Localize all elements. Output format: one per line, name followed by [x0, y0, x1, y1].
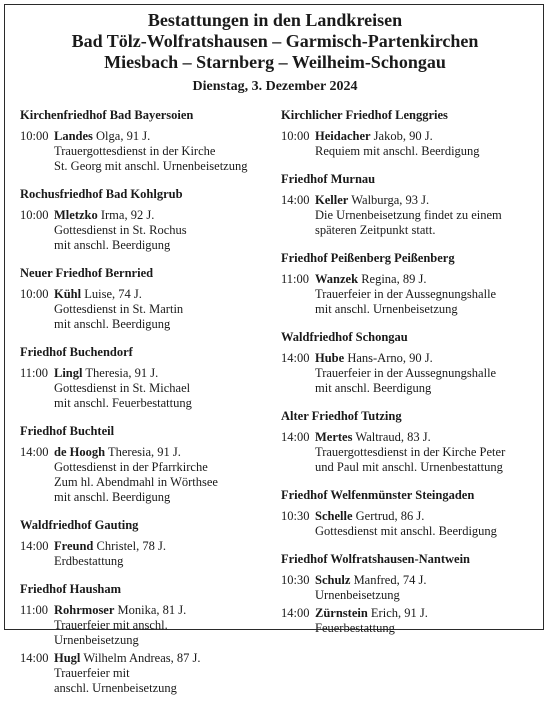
burial-entry [20, 445, 270, 505]
ceremony-note: Die Urnenbeisetzung findet zu einem späteren Zeitpunkt statt. [315, 208, 502, 237]
ceremony-note: Gottesdienst in St. Rochus mit anschl. Beerdigung [54, 223, 187, 252]
burial-entry [281, 351, 543, 396]
deceased-line [315, 606, 543, 621]
burial-time: 10:30 [281, 573, 310, 587]
deceased-line [315, 509, 543, 524]
deceased-surname: Keller [315, 193, 349, 207]
deceased-surname: de Hoogh [54, 445, 106, 459]
deceased-given-age: Theresia, 91 J. [107, 445, 181, 459]
burial-time: 14:00 [20, 539, 49, 553]
cemetery-name: Kirchenfriedhof Bad Bayersoien [20, 108, 194, 122]
burial-details [315, 129, 543, 159]
burial-entry [20, 603, 270, 648]
cemetery-section [20, 582, 270, 696]
burial-entry [20, 129, 270, 174]
deceased-given-age: Irma, 92 J. [100, 208, 155, 222]
deceased-line [315, 193, 543, 208]
burial-entry [20, 651, 270, 696]
deceased-given-age: Jakob, 90 J. [373, 129, 433, 143]
cemetery-name: Friedhof Wolfratshausen-Nantwein [281, 552, 471, 566]
headline-line-2: Bad Tölz-Wolfratshausen – Garmisch-Partenkirchen [71, 31, 479, 51]
cemetery-name: Friedhof Peißenberg Peißenberg [281, 251, 455, 265]
burial-entry [281, 193, 543, 238]
deceased-given-age: Luise, 74 J. [84, 287, 142, 301]
burial-entry [20, 366, 270, 411]
cemetery-name: Waldfriedhof Schongau [281, 330, 408, 344]
burial-details [54, 287, 270, 332]
burial-time: 14:00 [281, 351, 310, 365]
cemetery-section [281, 409, 543, 475]
deceased-line [315, 129, 543, 144]
deceased-given-age: Gertrud, 86 J. [355, 509, 425, 523]
burial-details [54, 539, 270, 569]
deceased-given-age: Walburga, 93 J. [351, 193, 430, 207]
date-line: Dienstag, 3. Dezember 2024 [192, 79, 358, 94]
deceased-surname: Hube [315, 351, 345, 365]
burial-details [54, 129, 270, 174]
deceased-surname: Schelle [315, 509, 353, 523]
burial-details [54, 366, 270, 411]
deceased-given-age: Olga, 91 J. [96, 129, 151, 143]
deceased-line [315, 272, 543, 287]
deceased-given-age: Theresia, 91 J. [85, 366, 159, 380]
deceased-line [54, 603, 270, 618]
ceremony-note: Trauerfeier mit anschl. Urnenbeisetzung [54, 618, 168, 647]
deceased-line [54, 208, 270, 223]
deceased-surname: Schulz [315, 573, 351, 587]
burial-entry [281, 606, 543, 636]
deceased-given-age: Hans-Arno, 90 J. [347, 351, 433, 365]
burial-time: 14:00 [20, 445, 49, 459]
burial-entry [20, 539, 270, 569]
burial-entry [20, 208, 270, 253]
cemetery-name: Friedhof Buchendorf [20, 345, 133, 359]
deceased-surname: Kühl [54, 287, 82, 301]
cemetery-name: Friedhof Hausham [20, 582, 122, 596]
cemetery-section [281, 552, 543, 636]
burial-entry [281, 509, 543, 539]
ceremony-note: Trauerfeier in der Aussegnungshalle mit anschl. Beerdigung [315, 366, 497, 395]
deceased-surname: Mletzko [54, 208, 98, 222]
cemetery-section [20, 424, 270, 505]
deceased-surname: Lingl [54, 366, 83, 380]
deceased-given-age: Waltraud, 83 J. [355, 430, 431, 444]
cemetery-section [20, 108, 270, 174]
burial-time: 10:00 [20, 129, 49, 143]
cemetery-section [281, 172, 543, 238]
burial-details [315, 509, 543, 539]
deceased-given-age: Manfred, 74 J. [353, 573, 427, 587]
cemetery-section [20, 518, 270, 569]
cemetery-section [281, 330, 543, 396]
burial-details [315, 430, 543, 475]
cemetery-name: Neuer Friedhof Bernried [20, 266, 154, 280]
burial-entry [20, 287, 270, 332]
burial-time: 10:00 [281, 129, 310, 143]
cemetery-section [281, 108, 543, 159]
deceased-given-age: Christel, 78 J. [96, 539, 166, 553]
ceremony-note: Gottesdienst in St. Martin mit anschl. Beerdigung [54, 302, 184, 331]
deceased-given-age: Erich, 91 J. [370, 606, 428, 620]
ceremony-note: Urnenbeisetzung [315, 588, 400, 602]
burial-time: 11:00 [20, 366, 49, 380]
burial-details [315, 573, 543, 603]
deceased-given-age: Regina, 89 J. [361, 272, 427, 286]
deceased-line [54, 129, 270, 144]
burial-details [315, 272, 543, 317]
ceremony-note: Gottesdienst in der Pfarrkirche Zum hl. Abendmahl in Wörthsee mit anschl. Beerdigung [54, 460, 218, 504]
deceased-surname: Wanzek [315, 272, 359, 286]
deceased-given-age: Monika, 81 J. [117, 603, 187, 617]
burial-details [54, 208, 270, 253]
cemetery-name: Alter Friedhof Tutzing [281, 409, 402, 423]
headline-line-1: Bestattungen in den Landkreisen [147, 10, 403, 30]
cemetery-name: Friedhof Murnau [281, 172, 376, 186]
deceased-surname: Heidacher [315, 129, 371, 143]
burial-details [54, 445, 270, 505]
burial-entry [281, 129, 543, 159]
burial-time: 11:00 [20, 603, 49, 617]
headline-line-3: Miesbach – Starnberg – Weilheim-Schongau [104, 52, 446, 72]
cemetery-name: Friedhof Buchteil [20, 424, 115, 438]
deceased-surname: Mertes [315, 430, 353, 444]
deceased-surname: Rohrmoser [54, 603, 115, 617]
deceased-surname: Landes [54, 129, 93, 143]
cemetery-section [20, 187, 270, 253]
ceremony-note: Gottesdienst mit anschl. Beerdigung [315, 524, 497, 538]
ceremony-note: Feuerbestattung [315, 621, 395, 635]
ceremony-note: Gottesdienst in St. Michael mit anschl. Feuerbestattung [54, 381, 192, 410]
deceased-line [54, 445, 270, 460]
deceased-line [315, 351, 543, 366]
deceased-given-age: Wilhelm Andreas, 87 J. [83, 651, 201, 665]
burial-details [54, 603, 270, 648]
burial-time: 11:00 [281, 272, 310, 286]
deceased-line [54, 366, 270, 381]
burial-time: 10:30 [281, 509, 310, 523]
deceased-line [54, 651, 270, 666]
burial-time: 10:00 [20, 287, 49, 301]
cemetery-section [20, 266, 270, 332]
header [0, 10, 550, 95]
deceased-surname: Hugl [54, 651, 81, 665]
burial-time: 14:00 [281, 606, 310, 620]
burial-time: 14:00 [20, 651, 49, 665]
deceased-line [54, 287, 270, 302]
burial-details [315, 351, 543, 396]
deceased-line [315, 573, 543, 588]
cemetery-name: Kirchlicher Friedhof Lenggries [281, 108, 448, 122]
ceremony-note: Erdbestattung [54, 554, 124, 568]
ceremony-note: Trauergottesdienst in der Kirche Peter und Paul mit anschl. Urnenbestattung [315, 445, 506, 474]
ceremony-note: Requiem mit anschl. Beerdigung [315, 144, 480, 158]
deceased-surname: Zürnstein [315, 606, 368, 620]
burial-details [54, 651, 270, 696]
left-column [20, 108, 270, 709]
deceased-line [54, 539, 270, 554]
cemetery-name: Friedhof Welfenmünster Steingaden [281, 488, 475, 502]
deceased-line [315, 430, 543, 445]
ceremony-note: Trauerfeier mit anschl. Urnenbeisetzung [54, 666, 177, 695]
burial-time: 14:00 [281, 193, 310, 207]
cemetery-section [281, 488, 543, 539]
burial-entry [281, 272, 543, 317]
burial-time: 10:00 [20, 208, 49, 222]
cemetery-name: Waldfriedhof Gauting [20, 518, 139, 532]
deceased-surname: Freund [54, 539, 94, 553]
cemetery-name: Rochusfriedhof Bad Kohlgrub [20, 187, 183, 201]
ceremony-note: Trauerfeier in der Aussegnungshalle mit anschl. Urnenbeisetzung [315, 287, 497, 316]
cemetery-section [20, 345, 270, 411]
burial-entry [281, 430, 543, 475]
burial-details [315, 606, 543, 636]
burial-time: 14:00 [281, 430, 310, 444]
burial-details [315, 193, 543, 238]
right-column [281, 108, 543, 649]
burial-entry [281, 573, 543, 603]
cemetery-section [281, 251, 543, 317]
ceremony-note: Trauergottesdienst in der Kirche St. Georg mit anschl. Urnenbeisetzung [54, 144, 248, 173]
